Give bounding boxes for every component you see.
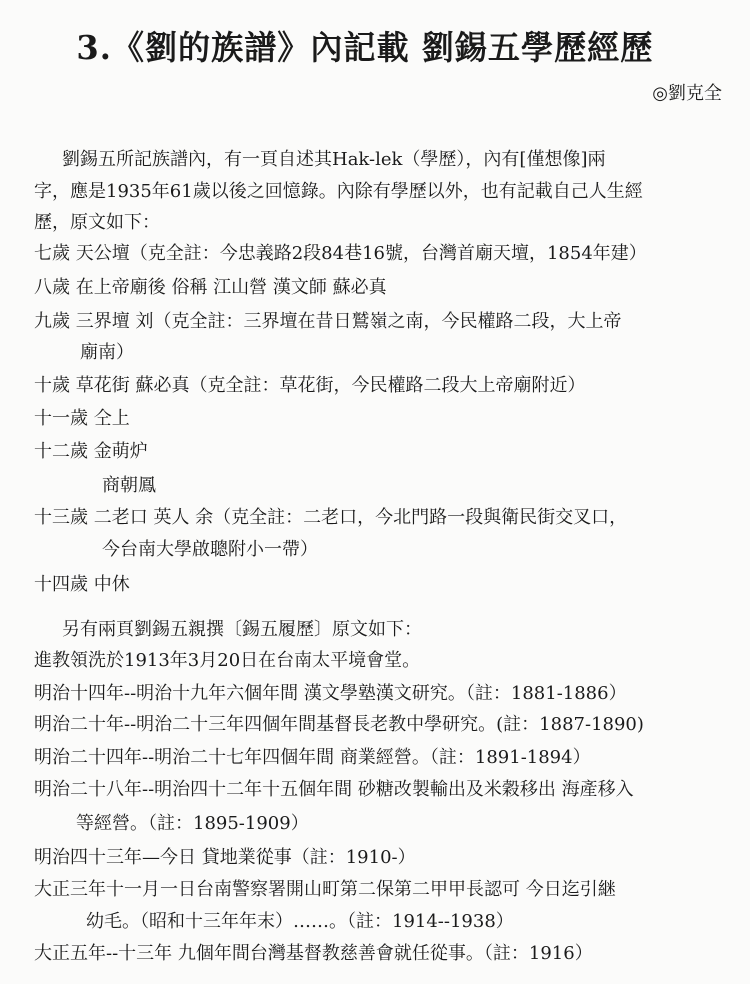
career-entry: 明治十四年--明治十九年六個年間 漢文學塾漢文研究。（註：1881-1886） — [34, 683, 627, 704]
career-entry: 大正五年--十三年 九個年間台灣基督教慈善會就任從事。（註：1916） — [34, 943, 593, 964]
career-entry-continuation: 幼毛。（昭和十三年年末）……。（註：1914--1938） — [86, 911, 514, 932]
author-byline: ◎劉克全 — [652, 83, 722, 104]
education-entry: 八歲 在上帝廟後 俗稱 江山營 漢文師 蘇必真 — [34, 277, 387, 298]
career-intro: 另有兩頁劉錫五親撰〔錫五履歷〕原文如下： — [62, 619, 422, 640]
career-entry: 進教領洗於1913年3月20日在台南太平境會堂。 — [34, 650, 421, 671]
intro-line: 劉錫五所記族譜內，有一頁自述其Hak-lek（學歷），內有[僅想像]兩 — [62, 149, 606, 170]
intro-line: 歷，原文如下： — [34, 212, 160, 233]
career-entry-continuation: 等經營。（註：1895-1909） — [76, 813, 309, 834]
education-entry-continuation: 廟南） — [80, 342, 134, 363]
career-entry: 明治四十三年—今日 貸地業從事（註：1910-） — [34, 847, 416, 868]
career-entry: 大正三年十一月一日台南警察署開山町第二保第二甲甲長認可 今日迄引継 — [34, 879, 616, 900]
education-entry-continuation: 商朝鳳 — [102, 475, 156, 496]
education-entry: 九歲 三界壇 刘（克全註：三界壇在昔日鷲嶺之南，今民權路二段，大上帝 — [34, 311, 622, 332]
education-entry: 十二歲 金萌炉 — [34, 441, 148, 462]
career-entry: 明治二十四年--明治二十七年四個年間 商業經營。（註：1891-1894） — [34, 747, 591, 768]
intro-line: 字，應是1935年61歲以後之回憶錄。內除有學歷以外，也有記載自己人生經 — [34, 181, 643, 202]
education-entry: 十四歲 中休 — [34, 574, 130, 595]
education-entry: 十三歲 二老口 英人 余（克全註：二老口，今北門路一段與衛民街交叉口， — [34, 507, 628, 528]
education-entry: 十一歲 仝上 — [34, 408, 130, 429]
career-entry: 明治二十年--明治二十三年四個年間基督長老教中學研究。(註：1887-1890) — [34, 714, 644, 735]
page-title: 3.《劉的族譜》內記載 劉錫五學歷經歷 — [76, 28, 654, 67]
career-entry: 明治二十八年--明治四十二年十五個年間 砂糖改製輸出及米穀移出 海產移入 — [34, 779, 634, 800]
education-entry: 十歲 草花街 蘇必真（克全註：草花街，今民權路二段大上帝廟附近） — [34, 375, 586, 396]
education-entry: 七歲 天公壇（克全註：今忠義路2段84巷16號，台灣首廟天壇，1854年建） — [34, 243, 647, 264]
education-entry-continuation: 今台南大學啟聰附小一帶） — [102, 539, 318, 560]
